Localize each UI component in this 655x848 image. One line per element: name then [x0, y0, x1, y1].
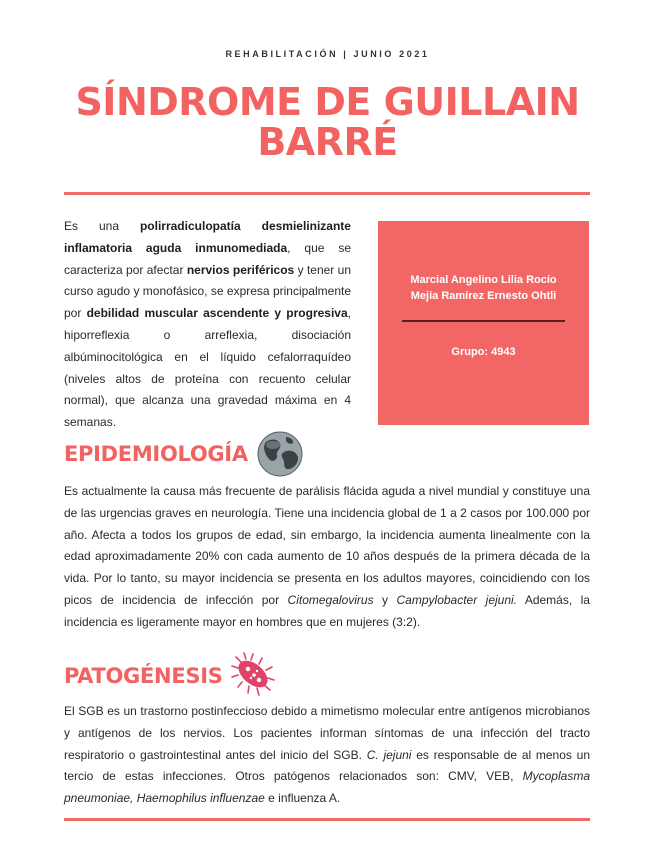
paragraph-italic: Mycoplasma pneumoniae, Haemophilus influenzae [64, 769, 590, 806]
paragraph-italic: Citomegalovirus [287, 592, 374, 607]
intro-bold: polirradiculopatía desmielinizante inflamatoria aguda inmunomediada [64, 219, 351, 255]
page-title [60, 82, 595, 162]
intro-bold: debilidad muscular ascendente y progresiva [86, 306, 348, 321]
intro-text: Es una [64, 219, 140, 233]
issue-kicker: REHABILITACIÓN | JUNIO 2021 [225, 49, 430, 59]
intro-text: y tener un curso agudo y monofásico, se expresa principalmente por [64, 262, 352, 321]
epidemiologia-paragraph [64, 481, 590, 634]
intro-text: , hiporreflexia o arreflexia, disociación albúminocitológica en el líquido cefalorraquídeo (niveles altos de proteína con recuento celular normal), que alcanza una gravedad máxima en 4 semanas. [64, 306, 351, 430]
authors-card [378, 221, 589, 425]
paragraph-italic: Campylobacter jejuni. [396, 592, 518, 607]
paragraph-text: Es actualmente la causa más frecuente de parálisis flácida aguda a nivel mundial y constituye una de las urgencias graves en neurología. Tiene una incidencia global de 1 a 2 casos por 100.000 por año. Afecta a todos los grupos de edad, sin embargo, la incidencia aumenta linealmente con la edad aproximadamente 20% con cada aumento de 10 años después de la primera década de la vida. Por lo tanto, su mayor incidencia se presenta en los adultos mayores, coincidiendo con los picos de incidencia de infección por [64, 484, 590, 607]
section-heading-epidemiologia: EPIDEMIOLOGÍA [64, 442, 248, 466]
bacteria-icon [229, 650, 277, 700]
top-divider [64, 192, 590, 195]
author-name: Mejía Ramírez Ernesto Ohtli [410, 290, 557, 302]
paragraph-text: y [373, 592, 397, 607]
paragraph-text: El SGB es un trastorno postinfeccioso debido a mimetismo molecular entre antígenos microbianos y antígenos de los nervios. Los pacientes informan síntomas de una infección del tracto respiratorio o gastrointestinal antes del inicio del SGB. [64, 704, 590, 762]
globe-icon [256, 430, 304, 478]
intro-paragraph [64, 216, 351, 434]
paragraph-text: e influenza A. [264, 791, 341, 806]
paragraph-text: Además, la incidencia es ligeramente mayor en hombres que en mujeres (3:2). [64, 592, 590, 629]
intro-bold: nervios periféricos [186, 262, 295, 277]
section-heading-patogenesis: PATOGÉNESIS [64, 664, 223, 688]
title-line-1: SÍNDROME DE GUILLAIN [75, 80, 580, 124]
paragraph-italic: C. jejuni [366, 747, 412, 762]
group-label: Grupo: 4943 [451, 346, 516, 358]
bottom-divider [64, 818, 590, 821]
card-divider [402, 320, 565, 322]
patogenesis-paragraph [64, 701, 590, 810]
authors-block [378, 272, 589, 304]
intro-text: , que se caracteriza por afectar [64, 240, 352, 277]
paragraph-text: es responsable de al menos un tercio de estas infecciones. Otros patógenos relacionados son: CMV, VEB, [64, 747, 590, 784]
author-name: Marcial Angelino Lilia Rocío [410, 274, 557, 286]
title-line-2: BARRÉ [257, 120, 398, 164]
